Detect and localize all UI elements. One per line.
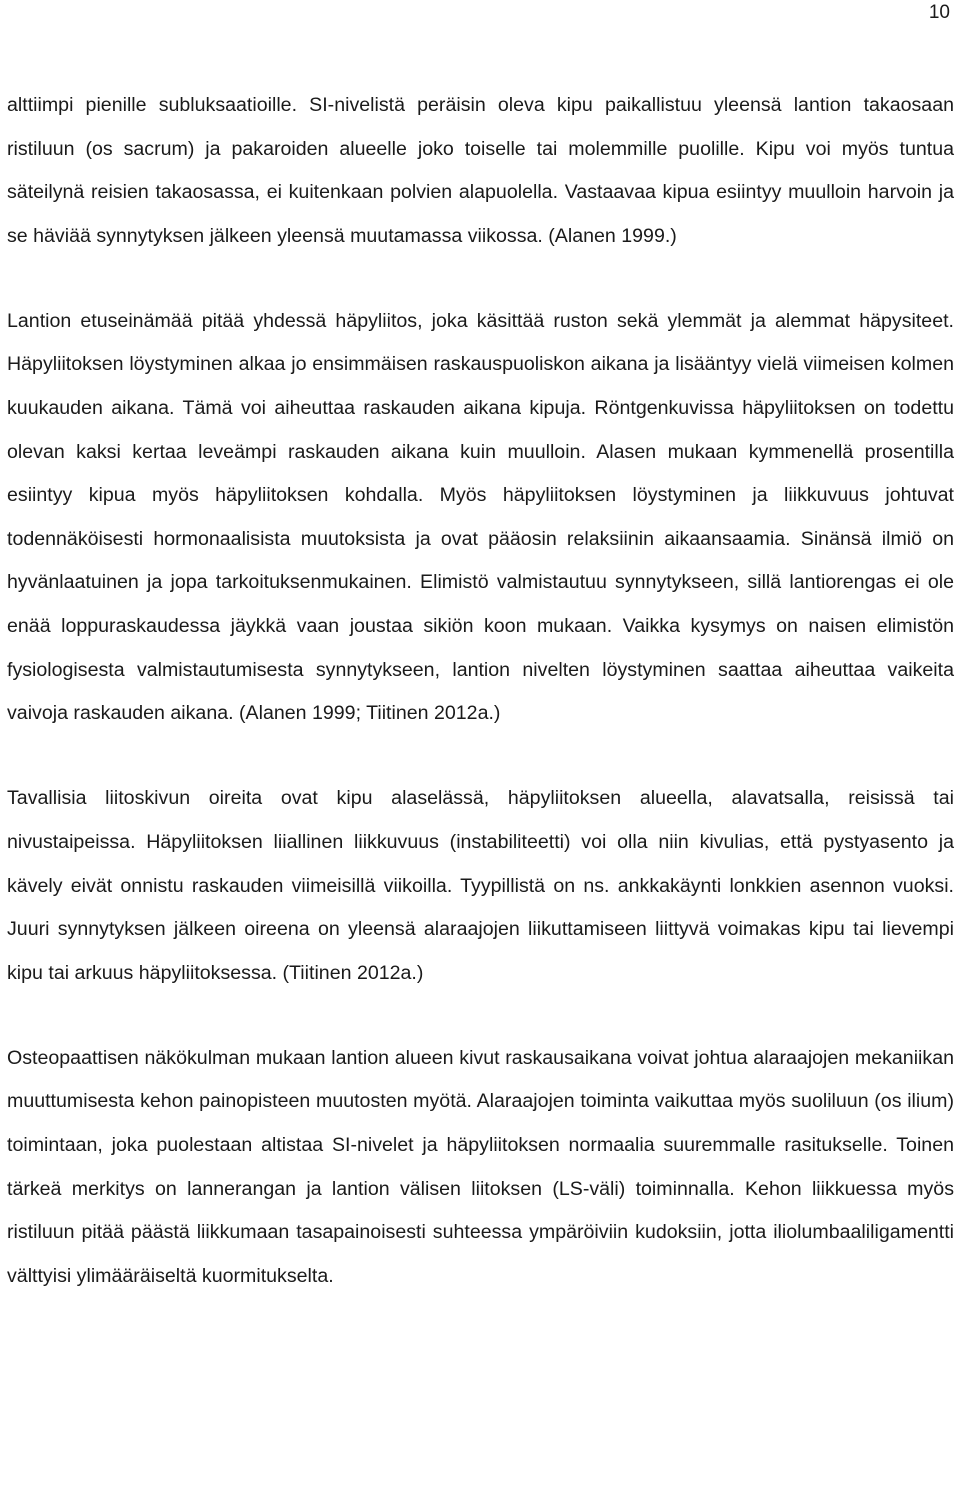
paragraph-pubic-symphysis: Lantion etuseinämää pitää yhdessä häpyliitos, joka käsittää ruston sekä ylemmät ja alemmat häpysiteet. Häpyliitoksen löystyminen alkaa jo ensimmäisen raskauspuoliskon aikana ja lisääntyy vielä viimeisen kolmen kuukauden aikana. Tämä voi aiheuttaa raskauden aikana kipuja. Röntgenkuvissa häpyliitoksen on todettu olevan kaksi kertaa leveämpi raskauden aikana kuin muulloin. Alasen mukaan kymmenellä prosentilla esiintyy kipua myös häpyliitoksen kohdalla. Myös häpyliitoksen löystyminen ja liikkuvuus johtuvat todennäköisesti hormonaalisista muutoksista ja ovat pääosin relaksiinin aikaansaamia. Sinänsä ilmiö on hyvänlaatuinen ja jopa tarkoituksenmukainen. Elimistö valmistautuu synnytykseen, sillä lantiorengas ei ole enää loppuraskaudessa jäykkä vaan joustaa sikiön koon mukaan. Vaikka kysymys on naisen elimistön fysiologisesta valmistautumisesta synnytykseen, lantion nivelten löystyminen saattaa aiheuttaa vaikeita vaivoja raskauden aikana. (Alanen 1999; Tiitinen 2012a.) — [7, 309, 954, 725]
page-number: 10 — [928, 2, 950, 23]
paragraph-osteopathic-view: Osteopaattisen näkökulman mukaan lantion alueen kivut raskausaikana voivat johtua alaraajojen mekaniikan muuttumisesta kehon painopisteen muutosten myötä. Alaraajojen toiminta vaikuttaa myös suoliluun (os ilium) toimintaan, joka puolestaan altistaa SI-nivelet ja häpyliitoksen normaalia suuremmalle rasitukselle. Toinen tärkeä merkitys on lannerangan ja lantion välisen liitoksen (LS-väli) toiminnalla. Kehon liikkuessa myös ristiluun pitää päästä liikkumaan tasapainoisesti suhteessa ympäröiviin kudoksiin, jotta iliolumbaaliligamentti välttyisi ylimääräiseltä kuormitukselta. — [7, 1046, 954, 1287]
paragraph-symptoms: Tavallisia liitoskivun oireita ovat kipu alaselässä, häpyliitoksen alueella, alavatsalla, reisissä tai nivustaipeissa. Häpyliitoksen liiallinen liikkuvuus (instabiliteetti) voi olla niin kivulias, että pystyasento ja kävely eivät onnistu raskauden viimeisillä viikoilla. Tyypillistä on ns. ankkakäynti lonkkien asennon vuoksi. Juuri synnytyksen jälkeen oireena on yleensä alaraajojen liikuttamiseen liittyvä voimakas kipu tai lievempi kipu tai arkuus häpyliitoksessa. (Tiitinen 2012a.) — [7, 787, 954, 984]
document-body — [7, 84, 954, 1298]
paragraph-si-joint-pain: alttiimpi pienille subluksaatioille. SI-nivelistä peräisin oleva kipu paikallistuu yleensä lantion takaosaan ristiluun (os sacrum) ja pakaroiden alueelle joko toiselle tai molemmille puolille. Kipu voi myös tuntua säteilynä reisien takaosassa, ei kuitenkaan polvien alapuolella. Vastaavaa kipua esiintyy muulloin harvoin ja se häviää synnytyksen jälkeen yleensä muutamassa viikossa. (Alanen 1999.) — [7, 94, 954, 247]
